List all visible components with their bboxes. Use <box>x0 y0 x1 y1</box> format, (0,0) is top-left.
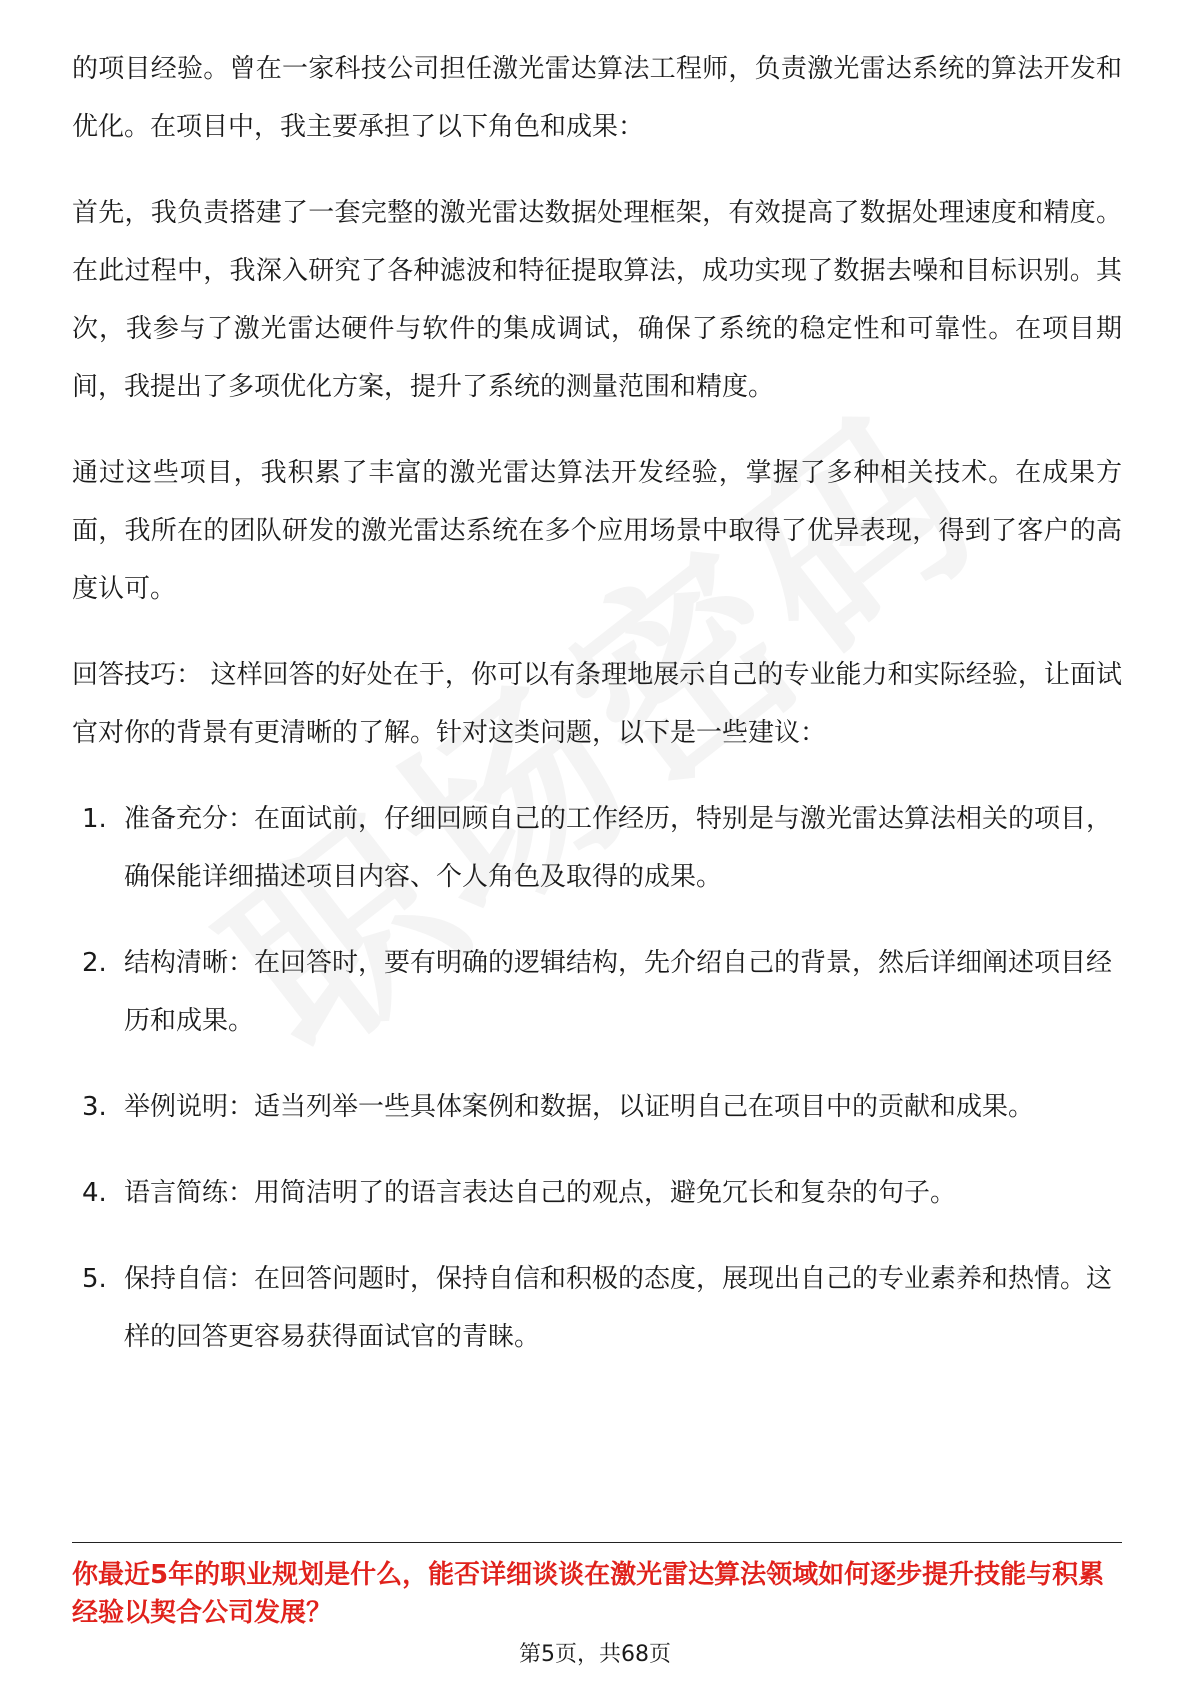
tips-list <box>72 790 1122 1366</box>
list-item <box>72 1250 1122 1366</box>
list-item-text: 结构清晰：在回答时，要有明确的逻辑结构，先介绍自己的背景，然后详细阐述项目经历和成果。 <box>124 948 1113 1036</box>
list-item-text: 保持自信：在回答问题时，保持自信和积极的态度，展现出自己的专业素养和热情。这样的回答更容易获得面试官的青睐。 <box>124 1264 1113 1352</box>
paragraph-answer-tips: 回答技巧： 这样回答的好处在于，你可以有条理地展示自己的专业能力和实际经验，让面试官对你的背景有更清晰的了解。针对这类问题，以下是一些建议： <box>72 660 1122 748</box>
body-content <box>72 40 1122 1394</box>
page-number: 第5页，共68页 <box>519 1642 671 1667</box>
next-question-heading: 你最近5年的职业规划是什么，能否详细谈谈在激光雷达算法领域如何逐步提升技能与积累经验以契合公司发展？ <box>72 1560 1105 1628</box>
list-item-text: 举例说明：适当列举一些具体案例和数据，以证明自己在项目中的贡献和成果。 <box>124 1092 1035 1122</box>
list-item <box>72 1164 1122 1222</box>
list-item-text: 语言简练：用简洁明了的语言表达自己的观点，避免冗长和复杂的句子。 <box>124 1178 957 1208</box>
paragraph-responsibilities: 首先，我负责搭建了一套完整的激光雷达数据处理框架，有效提高了数据处理速度和精度。在此过程中，我深入研究了各种滤波和特征提取算法，成功实现了数据去噪和目标识别。其次，我参与了激光雷达硬件与软件的集成调试，确保了系统的稳定性和可靠性。在项目期间，我提出了多项优化方案，提升了系统的测量范围和精度。 <box>72 198 1122 402</box>
list-item <box>72 1078 1122 1136</box>
list-item-number: 1. <box>82 804 107 834</box>
list-item-number: 5. <box>82 1264 107 1294</box>
paragraph-achievements: 通过这些项目，我积累了丰富的激光雷达算法开发经验，掌握了多种相关技术。在成果方面，我所在的团队研发的激光雷达系统在多个应用场景中取得了优异表现，得到了客户的高度认可。 <box>72 458 1122 604</box>
list-item-text: 准备充分：在面试前，仔细回顾自己的工作经历，特别是与激光雷达算法相关的项目，确保能详细描述项目内容、个人角色及取得的成果。 <box>124 804 1113 892</box>
paragraph-project-experience: 的项目经验。曾在一家科技公司担任激光雷达算法工程师，负责激光雷达系统的算法开发和优化。在项目中，我主要承担了以下角色和成果： <box>72 54 1122 142</box>
list-item-number: 2. <box>82 948 107 978</box>
list-item <box>72 934 1122 1050</box>
list-item-number: 3. <box>82 1092 107 1122</box>
section-divider <box>72 1542 1122 1543</box>
list-item-number: 4. <box>82 1178 107 1208</box>
list-item <box>72 790 1122 906</box>
